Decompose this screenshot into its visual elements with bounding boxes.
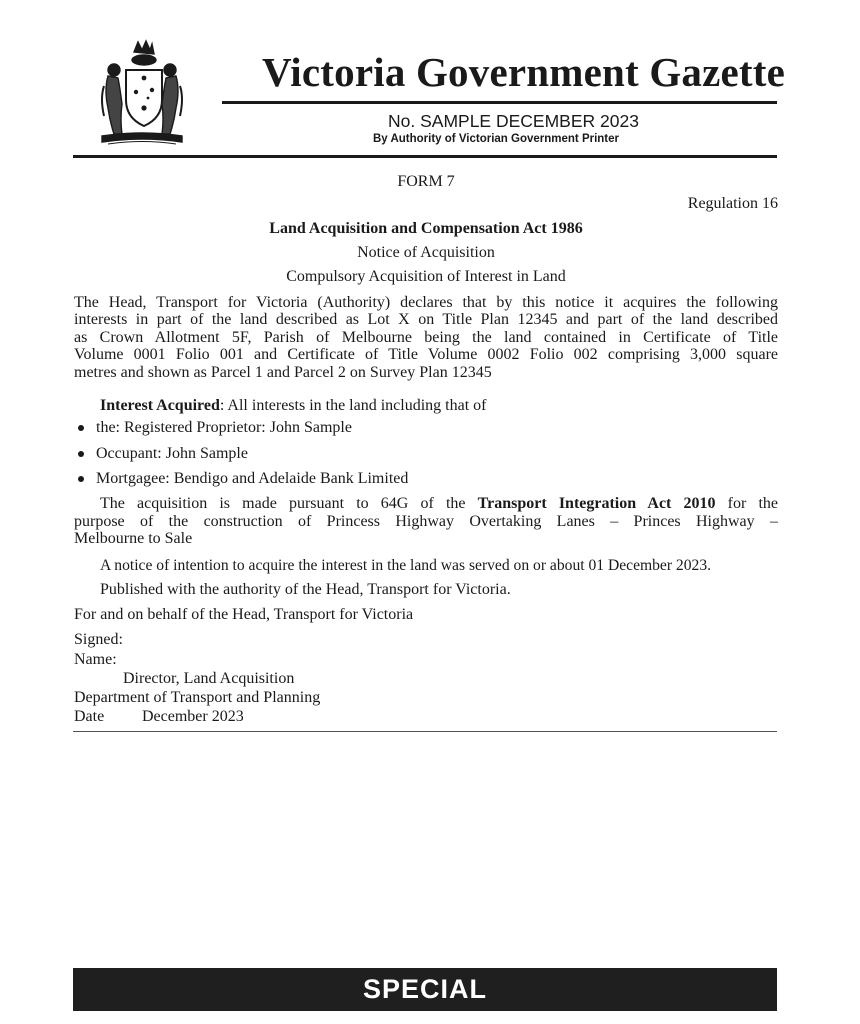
party-label: Occupant: John Sample [96, 445, 248, 462]
signed-label: Signed: [74, 631, 123, 648]
notice-type: Notice of Acquisition [357, 244, 495, 261]
pursuant-line: purpose of the construction of Princess Highway Overtaking Lanes – Princes Highway – [74, 513, 778, 530]
pursuant-act: Transport Integration Act 2010 [477, 495, 716, 512]
intro-line: Volume 0001 Folio 001 and Certificate of Title Volume 0002 Folio 002 comprising 3,000 square [74, 346, 778, 363]
masthead-divider [73, 155, 777, 158]
pursuant-text: for the [715, 495, 779, 512]
notice-subtitle: Compulsory Acquisition of Interest in Land [286, 268, 566, 285]
gazette-title: Victoria Government Gazette [262, 49, 786, 95]
list-item [96, 446, 248, 462]
authority-line: By Authority of Victorian Government Printer [373, 133, 620, 145]
party-label: Mortgagee: [96, 470, 170, 487]
party-label: the: Registered Proprietor: [96, 419, 266, 436]
bullet-icon [78, 425, 84, 431]
date-label: Date [74, 708, 105, 725]
department-name: Department of Transport and Planning [74, 689, 321, 706]
party-value: John Sample [265, 419, 352, 436]
regulation-number: Regulation 16 [687, 195, 778, 212]
bullet-icon [78, 451, 84, 457]
pursuant-line [100, 495, 778, 512]
pursuant-text: The acquisition is made pursuant to 64G of the [100, 495, 478, 512]
intro-line: as Crown Allotment 5F, Parish of Melbourne being the land contained in Certificate of Title [74, 329, 778, 346]
pursuant-line: Melbourne to Sale [74, 530, 193, 547]
party-value: Bendigo and Adelaide Bank Limited [169, 470, 409, 487]
form-number: FORM 7 [397, 173, 455, 190]
position-title: Director, Land Acquisition [123, 670, 295, 687]
interest-acquired-line [100, 398, 486, 414]
intro-line: interests in part of the land described as Lot X on Title Plan 12345 and part of the land described [74, 311, 778, 328]
act-heading: Land Acquisition and Compensation Act 1986 [269, 220, 583, 237]
list-item [96, 471, 408, 487]
list-item [96, 420, 352, 436]
interest-acquired-label: Interest Acquired [100, 397, 220, 414]
intro-line: metres and shown as Parcel 1 and Parcel 2 on Survey Plan 12345 [74, 364, 492, 381]
special-banner [73, 968, 777, 1011]
special-label: SPECIAL [362, 974, 488, 1004]
title-rule [222, 101, 777, 104]
victoria-coat-of-arms-icon [98, 38, 186, 150]
name-label: Name: [74, 651, 117, 668]
issue-number: No. SAMPLE DECEMBER 2023 [388, 111, 639, 131]
intro-line: The Head, Transport for Victoria (Authority) declares that by this notice it acquires the following [74, 294, 778, 311]
notice-end-rule [73, 731, 777, 732]
interest-acquired-text: : All interests in the land including that of [219, 397, 487, 414]
behalf-statement: For and on behalf of the Head, Transport for Victoria [74, 606, 414, 623]
intention-statement: A notice of intention to acquire the interest in the land was served on or about 01 December 2023. [100, 557, 712, 574]
bullet-icon [78, 476, 84, 482]
date-value: December 2023 [142, 708, 244, 725]
published-statement: Published with the authority of the Head, Transport for Victoria. [100, 581, 511, 598]
